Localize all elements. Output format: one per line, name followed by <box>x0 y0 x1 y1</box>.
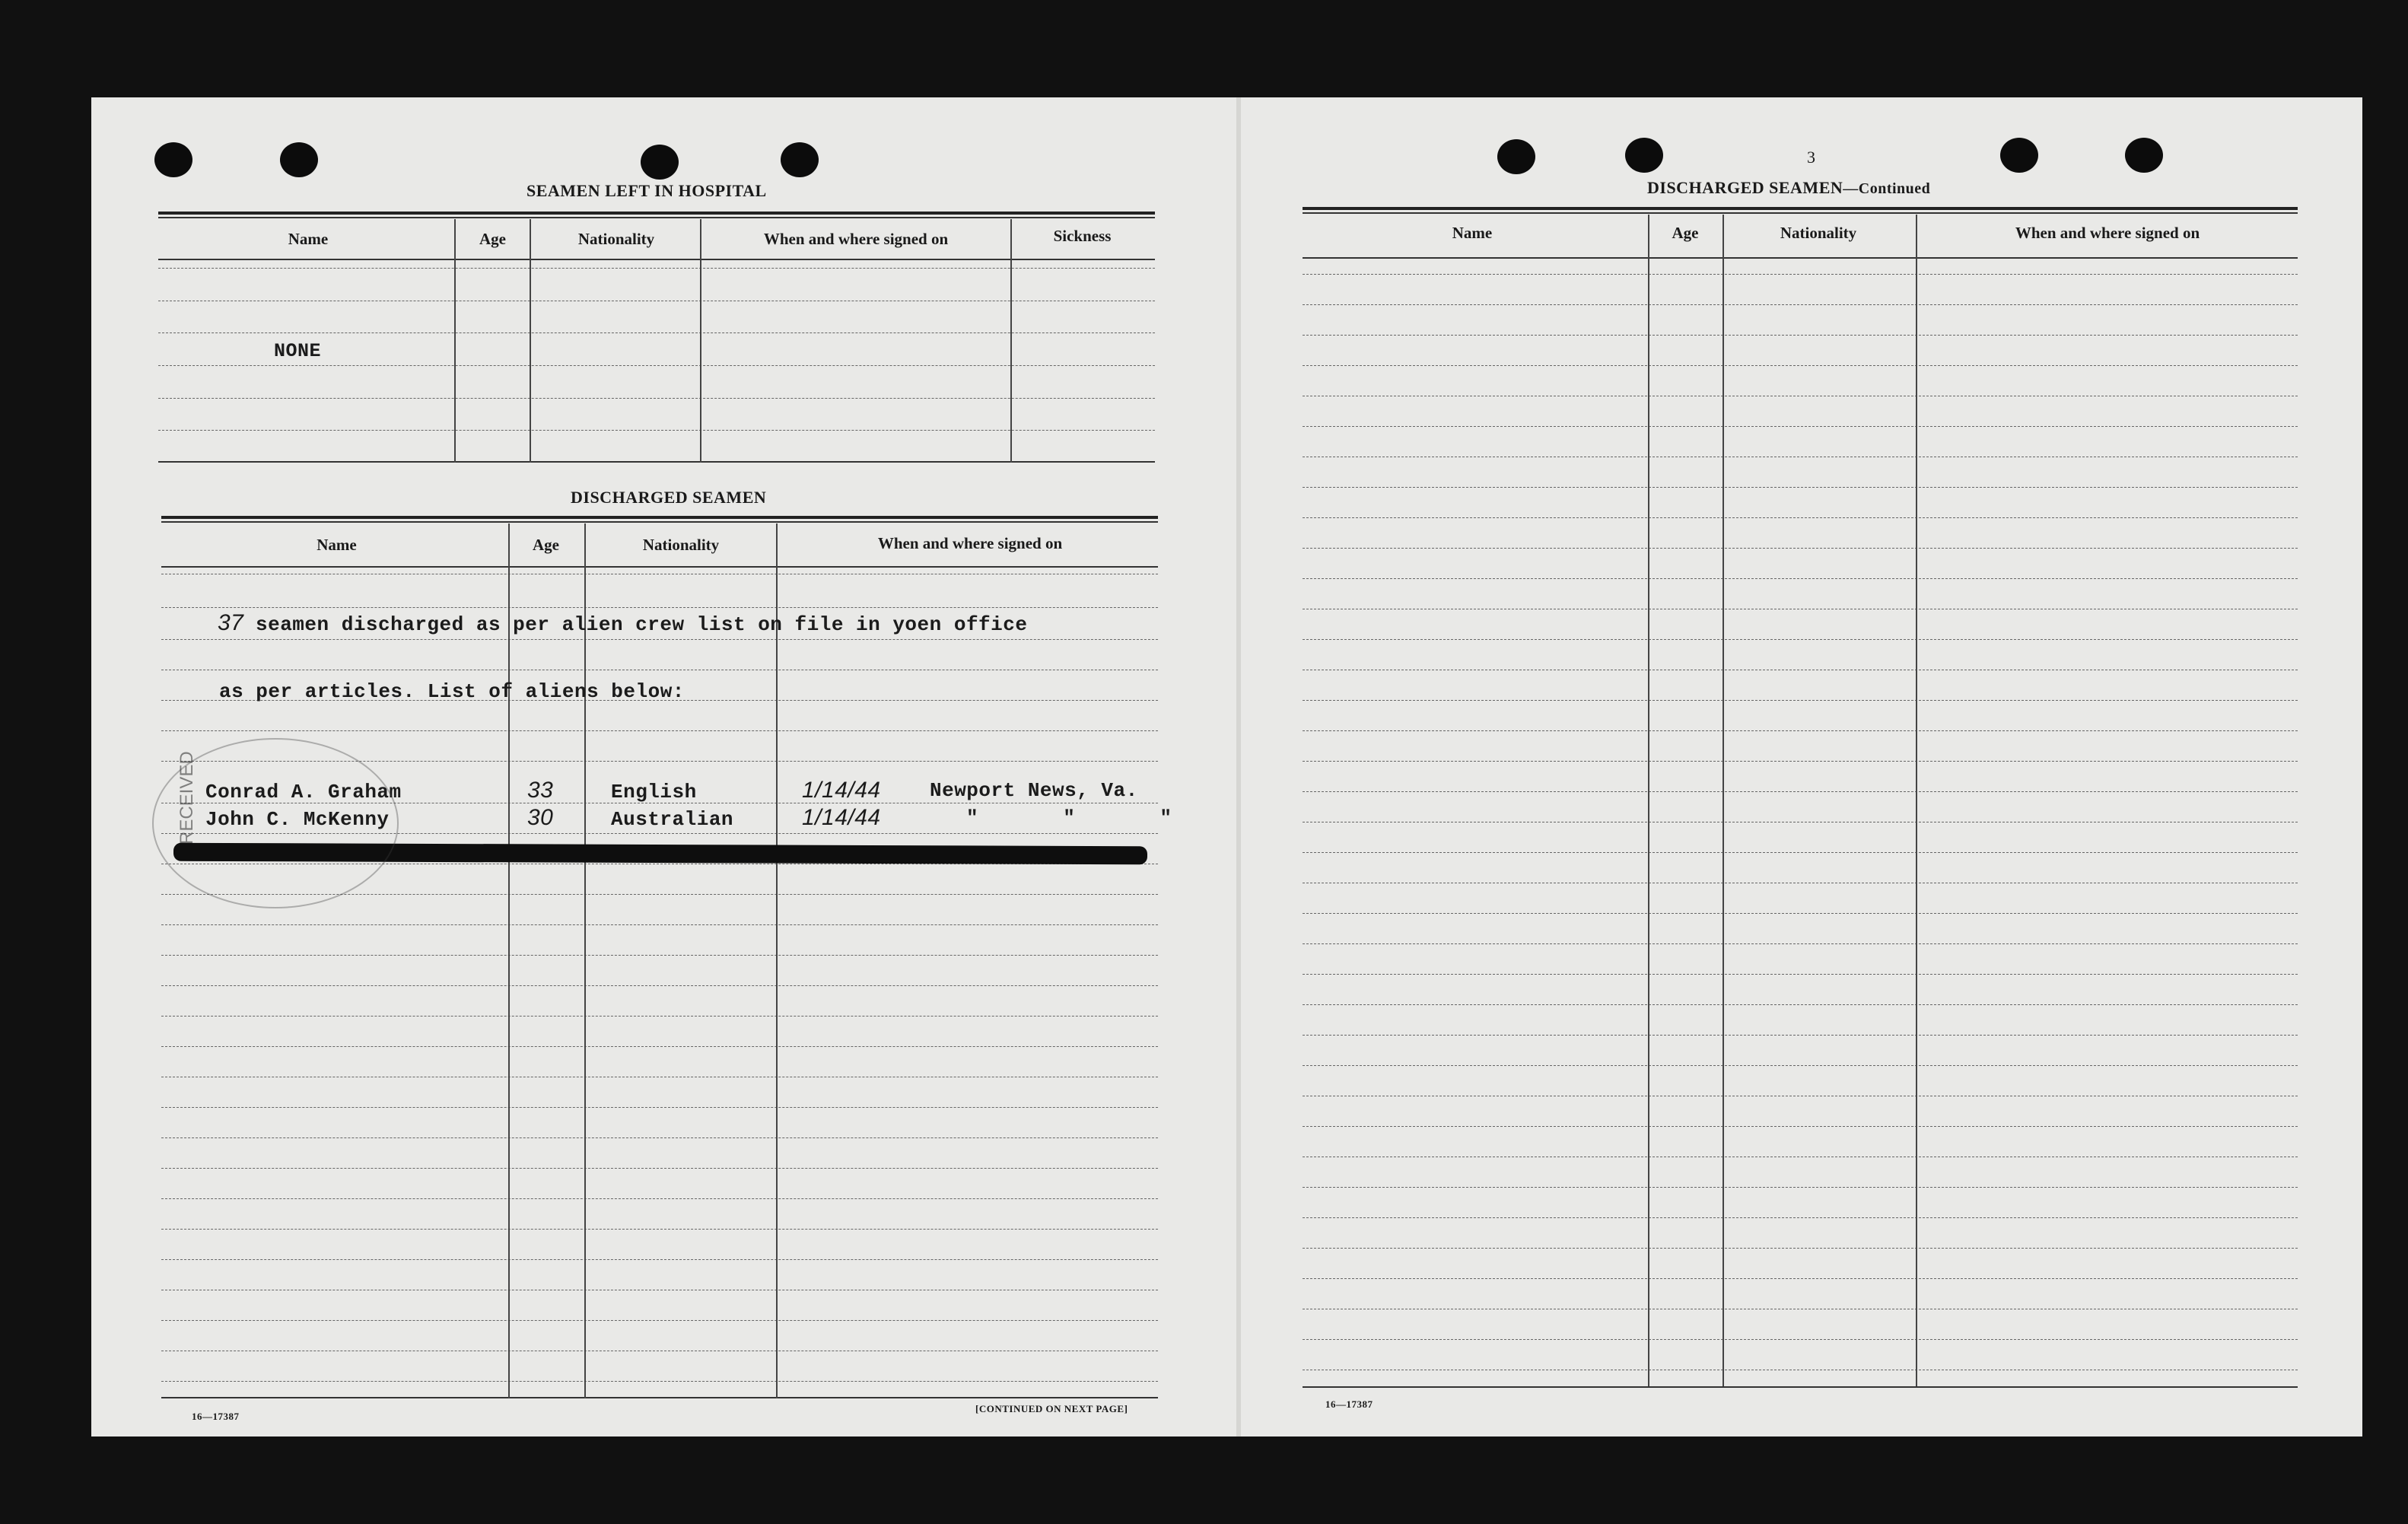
ruled-line <box>1303 548 2298 549</box>
ruled-line <box>158 365 1155 366</box>
ruled-line <box>1303 274 2298 275</box>
hospital-header-age: Age <box>479 230 506 248</box>
discharged-count: 37 <box>218 610 244 635</box>
right-bottom-rule <box>1303 1386 2298 1388</box>
received-stamp-text: RECEIVED <box>177 751 197 845</box>
discharged-top-rule <box>161 516 1158 519</box>
title-main: DISCHARGED SEAMEN <box>1647 178 1843 197</box>
form-number-right: 16—17387 <box>1325 1398 1373 1410</box>
punch-hole <box>2000 138 2038 173</box>
ruled-line <box>1303 1065 2298 1066</box>
punch-hole <box>1625 138 1663 173</box>
ruled-line <box>1303 700 2298 701</box>
ruled-line <box>1303 1217 2298 1218</box>
continued-note: [CONTINUED ON NEXT PAGE] <box>975 1403 1128 1414</box>
ruled-line <box>161 1046 1158 1047</box>
right-header-rule <box>1303 257 2298 259</box>
ruled-line <box>161 1168 1158 1169</box>
seaman-name: John C. McKenny <box>205 808 390 831</box>
hospital-entry: NONE <box>274 340 322 362</box>
punch-hole <box>280 142 318 177</box>
punch-hole <box>1497 139 1535 174</box>
ruled-line <box>161 607 1158 608</box>
hospital-section-title: SEAMEN LEFT IN HOSPITAL <box>526 181 767 200</box>
column-divider <box>1916 215 1917 1386</box>
right-header-signed-on: When and where signed on <box>2015 224 2200 242</box>
ruled-line <box>1303 578 2298 579</box>
page-number: 3 <box>1807 148 1815 167</box>
column-divider <box>700 219 701 463</box>
discharged-header-nationality: Nationality <box>642 536 720 554</box>
column-divider <box>530 219 531 463</box>
discharged-top-rule <box>161 521 1158 523</box>
ruled-line <box>1303 1278 2298 1279</box>
hospital-header-name: Name <box>288 230 329 248</box>
ruled-line <box>1303 1004 2298 1005</box>
ruled-line <box>161 924 1158 925</box>
hospital-header-signed-on: When and where signed on <box>763 230 949 248</box>
seaman-signed-date: 1/14/44 <box>802 805 881 830</box>
ruled-line <box>161 1320 1158 1321</box>
column-divider <box>1648 215 1649 1386</box>
form-number-left: 16—17387 <box>192 1411 240 1422</box>
ruled-line <box>161 1229 1158 1230</box>
column-divider <box>1010 219 1012 463</box>
seaman-nationality: English <box>611 781 697 803</box>
ruled-line <box>1303 730 2298 731</box>
discharged-header-signed-on: When and where signed on <box>877 534 1063 552</box>
ruled-line <box>1303 1035 2298 1036</box>
ruled-line <box>161 1198 1158 1199</box>
discharged-continued-title <box>1647 178 1930 198</box>
ruled-line <box>161 1137 1158 1138</box>
punch-hole <box>781 142 819 177</box>
seaman-signed-place: " " " <box>966 807 1209 829</box>
ruled-line <box>158 268 1155 269</box>
seaman-nationality: Australian <box>611 808 734 831</box>
ruled-line <box>1303 365 2298 366</box>
column-divider <box>454 219 456 463</box>
punch-hole <box>154 142 192 177</box>
discharged-note-line1: seamen discharged as per alien crew list on file in yoen office <box>256 613 1028 636</box>
discharged-header-name: Name <box>317 536 357 554</box>
hospital-header-sickness: Sickness <box>1053 227 1112 245</box>
ruled-line <box>1303 761 2298 762</box>
column-divider <box>508 523 510 1398</box>
ruled-line <box>1303 335 2298 336</box>
hospital-header-nationality: Nationality <box>577 230 655 248</box>
ruled-line <box>1303 426 2298 427</box>
column-divider <box>584 523 586 1398</box>
ruled-line <box>1303 1187 2298 1188</box>
ruled-line <box>161 1107 1158 1108</box>
ruled-line <box>161 639 1158 640</box>
ruled-line <box>1303 943 2298 944</box>
page-fold <box>1236 97 1241 1437</box>
ruled-line <box>1303 913 2298 914</box>
right-header-age: Age <box>1672 224 1699 242</box>
ruled-line <box>1303 1248 2298 1249</box>
hospital-top-rule <box>158 212 1155 215</box>
title-suffix: —Continued <box>1843 180 1931 197</box>
ruled-line <box>158 398 1155 399</box>
hospital-header-rule <box>158 259 1155 260</box>
discharged-header-age: Age <box>533 536 559 554</box>
ruled-line <box>1303 974 2298 975</box>
ruled-line <box>1303 1339 2298 1340</box>
discharged-note-line2: as per articles. List of aliens below: <box>219 680 685 703</box>
ruled-line <box>1303 1126 2298 1127</box>
ruled-line <box>1303 791 2298 792</box>
ruled-line <box>1303 517 2298 518</box>
seaman-age: 30 <box>527 805 554 830</box>
ruled-line <box>158 332 1155 333</box>
right-header-name: Name <box>1452 224 1493 242</box>
seaman-signed-place: Newport News, Va. <box>930 779 1138 802</box>
document-sheet <box>91 97 2362 1437</box>
ruled-line <box>1303 304 2298 305</box>
right-header-nationality: Nationality <box>1780 224 1857 242</box>
ruled-line <box>1303 852 2298 853</box>
punch-hole <box>2125 138 2163 173</box>
seaman-age: 33 <box>527 778 554 803</box>
ruled-line <box>161 1016 1158 1017</box>
ruled-line <box>161 1259 1158 1260</box>
discharged-header-rule <box>161 566 1158 568</box>
column-divider <box>776 523 778 1398</box>
column-divider <box>1722 215 1724 1386</box>
ruled-line <box>161 1381 1158 1382</box>
right-top-rule <box>1303 212 2298 214</box>
ruled-line <box>1303 487 2298 488</box>
hospital-top-rule <box>158 217 1155 218</box>
right-top-rule <box>1303 207 2298 210</box>
ruled-line <box>1303 639 2298 640</box>
ruled-line <box>161 730 1158 731</box>
hospital-bottom-rule <box>158 461 1155 463</box>
punch-hole <box>641 145 679 180</box>
discharged-bottom-rule <box>161 1397 1158 1398</box>
discharged-section-title: DISCHARGED SEAMEN <box>571 488 767 507</box>
ruled-line <box>161 985 1158 986</box>
seaman-name: Conrad A. Graham <box>205 781 402 803</box>
ruled-line <box>161 955 1158 956</box>
seaman-signed-date: 1/14/44 <box>802 778 881 803</box>
ruled-line <box>158 430 1155 431</box>
